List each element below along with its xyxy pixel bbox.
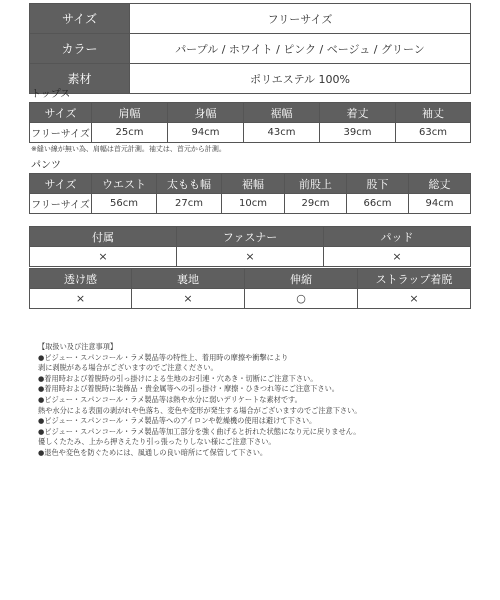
attr-value-zipper: × bbox=[177, 247, 324, 267]
pants-size-table bbox=[29, 173, 471, 214]
attributes-2-value-row bbox=[30, 289, 471, 309]
tops-measurement-note: ※縫い線が無い為、肩幅は首元計測。袖丈は、首元から計測。 bbox=[31, 145, 226, 153]
tops-value-length: 39cm bbox=[320, 123, 396, 143]
pants-value-front-rise: 29cm bbox=[285, 194, 347, 214]
care-note-line: ●ビジュー・スパンコール・ラメ製品等は熱や水分に弱いデリケートな素材です。 bbox=[38, 394, 302, 404]
care-note-line: 熱や水分による表面の剥がれや色落ち、変色や変形が発生する場合がございますのでご注意下さい。 bbox=[38, 405, 362, 415]
pants-value-waist: 56cm bbox=[92, 194, 157, 214]
care-note-line: 剥に剥脱がある場合がございますのでご注意ください。 bbox=[38, 363, 218, 373]
product-info-table bbox=[29, 3, 471, 94]
attributes-2-header-row bbox=[30, 269, 471, 289]
attr-header-pad: パッド bbox=[324, 227, 471, 247]
pants-header-front-rise: 前股上 bbox=[285, 174, 347, 194]
attr-header-stretch: 伸縮 bbox=[245, 269, 358, 289]
pants-value-inseam: 66cm bbox=[347, 194, 409, 214]
care-notes-title: 【取扱い及び注意事項】 bbox=[38, 342, 118, 351]
care-note-line: ●着用時および着脱時の引っ掛けによる生地のお引連・穴あき・切断にご注意下さい。 bbox=[38, 373, 318, 383]
tops-header-shoulder: 肩幅 bbox=[92, 103, 168, 123]
attr-header-lining: 裏地 bbox=[132, 269, 245, 289]
attr-value-pad: × bbox=[324, 247, 471, 267]
info-row-material bbox=[30, 64, 471, 94]
tops-value-row bbox=[30, 123, 471, 143]
tops-value-body-width: 94cm bbox=[168, 123, 244, 143]
tops-header-size: サイズ bbox=[30, 103, 92, 123]
info-value-size: フリーサイズ bbox=[130, 4, 471, 34]
info-value-color: パープル / ホワイト / ピンク / ベージュ / グリーン bbox=[130, 34, 471, 64]
care-note-line: ●退色や変色を防ぐためには、風通しの良い暗所にて保管して下さい。 bbox=[38, 447, 268, 457]
pants-value-thigh: 27cm bbox=[157, 194, 222, 214]
tops-header-body-width: 身幅 bbox=[168, 103, 244, 123]
attr-value-stretch: ○ bbox=[245, 289, 358, 309]
pants-header-thigh: 太もも幅 bbox=[157, 174, 222, 194]
care-note-line: ●ビジュー・スパンコール・ラメ製品等へのアイロンや乾燥機の使用は避けて下さい。 bbox=[38, 416, 317, 426]
attributes-table-2 bbox=[29, 268, 471, 309]
attr-value-accessories: × bbox=[30, 247, 177, 267]
care-note-line: 優しくたたみ、上から押さえたり引っ張ったりしない様にご注意下さい。 bbox=[38, 437, 276, 447]
info-label-size: サイズ bbox=[30, 4, 130, 34]
care-notes bbox=[38, 342, 488, 459]
attr-header-accessories: 付属 bbox=[30, 227, 177, 247]
tops-section-title: トップス bbox=[31, 89, 71, 100]
attr-value-strap: × bbox=[358, 289, 471, 309]
info-label-material: 素材 bbox=[30, 64, 130, 94]
attr-value-lining: × bbox=[132, 289, 245, 309]
attr-header-strap: ストラップ着脱 bbox=[358, 269, 471, 289]
attr-header-sheerness: 透け感 bbox=[30, 269, 132, 289]
tops-value-hem-width: 43cm bbox=[244, 123, 320, 143]
pants-header-hem-width: 裾幅 bbox=[222, 174, 285, 194]
pants-header-size: サイズ bbox=[30, 174, 92, 194]
tops-size-table bbox=[29, 102, 471, 143]
info-value-material: ポリエステル 100% bbox=[130, 64, 471, 94]
care-note-line: ●着用時および着脱時に装飾品・貴金属等への引っ掛け・摩擦・ひきつれ等にご注意下さい。 bbox=[38, 384, 339, 394]
attributes-1-header-row bbox=[30, 227, 471, 247]
pants-value-hem-width: 10cm bbox=[222, 194, 285, 214]
tops-value-size: フリーサイズ bbox=[30, 123, 92, 143]
info-row-size bbox=[30, 4, 471, 34]
info-row-color bbox=[30, 34, 471, 64]
pants-section-title: パンツ bbox=[31, 160, 61, 171]
attr-value-sheerness: × bbox=[30, 289, 132, 309]
tops-header-row bbox=[30, 103, 471, 123]
tops-header-sleeve: 袖丈 bbox=[396, 103, 471, 123]
pants-value-total-length: 94cm bbox=[409, 194, 471, 214]
attr-header-zipper: ファスナー bbox=[177, 227, 324, 247]
tops-value-shoulder: 25cm bbox=[92, 123, 168, 143]
tops-value-sleeve: 63cm bbox=[396, 123, 471, 143]
care-note-line: ●ビジュー・スパンコール・ラメ製品等加工部分を強く曲げると折れた状態になり元に戻りません。 bbox=[38, 426, 361, 436]
pants-value-row bbox=[30, 194, 471, 214]
care-note-line: ●ビジュー・スパンコール・ラメ製品等の特性上、着用時の摩擦や衝撃により bbox=[38, 352, 289, 362]
tops-header-length: 着丈 bbox=[320, 103, 396, 123]
pants-header-row bbox=[30, 174, 471, 194]
info-label-color: カラー bbox=[30, 34, 130, 64]
attributes-table-1 bbox=[29, 226, 471, 267]
tops-header-hem-width: 裾幅 bbox=[244, 103, 320, 123]
pants-header-total-length: 総丈 bbox=[409, 174, 471, 194]
pants-value-size: フリーサイズ bbox=[30, 194, 92, 214]
attributes-1-value-row bbox=[30, 247, 471, 267]
pants-header-waist: ウエスト bbox=[92, 174, 157, 194]
pants-header-inseam: 股下 bbox=[347, 174, 409, 194]
